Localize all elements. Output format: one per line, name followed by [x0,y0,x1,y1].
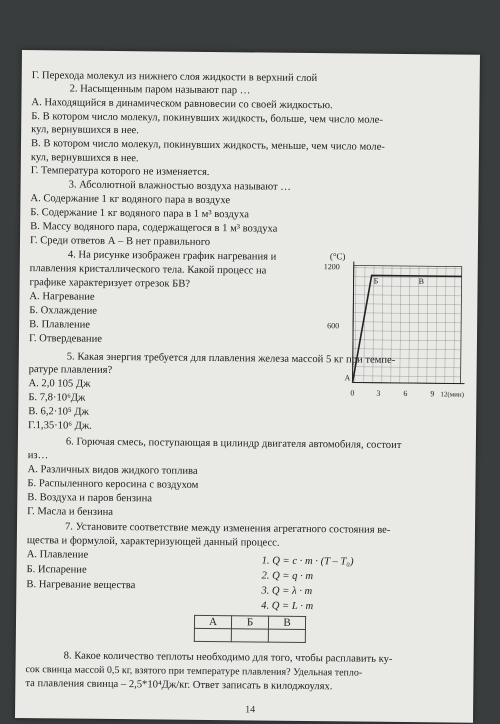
text-line: А. Нагревание [29,291,95,303]
text-line: сок свинца массой 0,5 кг, взятого при температуре плавления? Удельная тепло- [25,664,363,679]
text-line: А. Различных видов жидкого топлива [27,464,198,477]
answer-cell [231,629,268,642]
answer-header-a: А [194,615,231,628]
answer-cell [194,628,231,641]
text-line: А. Содержание 1 кг водяного пара в воздухе [30,193,231,207]
text-line: Б. Охлаждение [29,305,98,317]
text-line: В. Плавление [29,319,91,331]
point-label: В [418,276,424,286]
question-5: 5. Какая энергия требуется для плавления железа массой 5 кг при темпе- [66,351,396,366]
text-line: Б. Распыленного керосина с воздухом [27,478,199,491]
y-tick-1200: 1200 [323,262,340,272]
text-line: А. Находящийся в динамическом равновесии со своей жидкостью. [31,97,333,112]
text-line: Г. Перехода молекул из нижнего слоя жидкости в верхний слой [31,70,318,85]
text-line: А. Плавление [26,549,89,561]
text-line: В. Массу водяного пара, содержащегося в 1 м³ воздуха [30,221,278,235]
question-8: 8. Какое количество теплоты необходимо для того, чтобы расплавить ку- [63,650,393,665]
x-tick-9: 9 [430,389,435,399]
chart-xlabel: 12(мин) [440,390,465,399]
text-line: кул, вернувшихся в нее. [30,152,139,165]
text-line: Г.1,35·10⁶ Дж. [28,420,92,432]
chart-ylabel: (°C) [329,251,346,262]
text-line: графике характеризует отрезок БВ? [29,277,191,290]
point-label: А [344,373,351,383]
answer-header-b: Б [231,616,268,629]
text-line: щества и формулой, характеризующей данный процесс. [26,535,280,549]
answer-header-v: В [268,616,305,629]
text-line: Г. Температура которого не изменяется. [30,165,210,178]
formula-3: 3. Q = λ · m [261,585,313,598]
answer-cell [268,629,305,642]
text-line: плавления кристаллического тела. Какой процесс на [29,263,267,277]
x-tick-3: 3 [376,388,381,398]
text-line: кул, вернувшихся в нее. [31,124,139,137]
text-line: В. Нагревание вещества [26,579,136,592]
text-line: ратуре плавления? [28,364,113,376]
text-line: Б. 7,8·10⁶Дж [28,392,86,404]
text-line: Г. Среди ответов А – В нет правильного [29,235,211,248]
text-line: из… [27,450,49,462]
page-number: 14 [245,704,256,716]
textbook-page [15,50,480,723]
point-label: Б [373,276,379,286]
text-line: В. 6,2·10⁵ Дж [28,406,89,418]
text-line: Б. Испарение [26,564,87,576]
text-line: Г. Отвердевание [28,333,103,345]
question-2: 2. Насыщенным паром называют пар … [69,83,251,97]
x-tick-6: 6 [403,389,408,399]
formula-4: 4. Q = L · m [261,600,314,613]
y-tick-600: 600 [327,321,340,331]
text-line: В. Воздуха и паров бензина [27,492,153,505]
x-tick-0: 0 [350,388,355,398]
heating-chart [318,249,480,413]
text-line: Б. В котором число молекул, покинувших жидкость, больше, чем число моле- [31,111,383,126]
text-line: Б. Содержание 1 кг водяного пара в 1 м³ воздуха [30,207,250,221]
text-line: В. В котором число молекул, покинувших жидкость, меньше, чем число моле- [30,138,385,153]
formula-1: 1. Q = c · m · (T – T₀) [261,555,354,568]
question-7: 7. Установите соответствие между изменения агрегатного состояния ве- [64,521,391,536]
text-line: Г. Масла и бензина [27,506,114,518]
text-line: та плавления свинца – 2,5*10⁴Дж/кг. Ответ записать в килоджоулях. [25,678,333,693]
question-4: 4. На рисунке изображен график нагревания и [67,249,277,263]
question-6: 6. Горючая смесь, поступающая в цилиндр двигателя автомобиля, состоит [65,436,402,451]
formula-2: 2. Q = q · m [261,570,314,583]
answer-table [194,615,306,643]
question-3: 3. Абсолютной влажностью воздуха называют … [68,179,291,193]
text-line: А. 2,0 105 Дж [28,378,91,390]
